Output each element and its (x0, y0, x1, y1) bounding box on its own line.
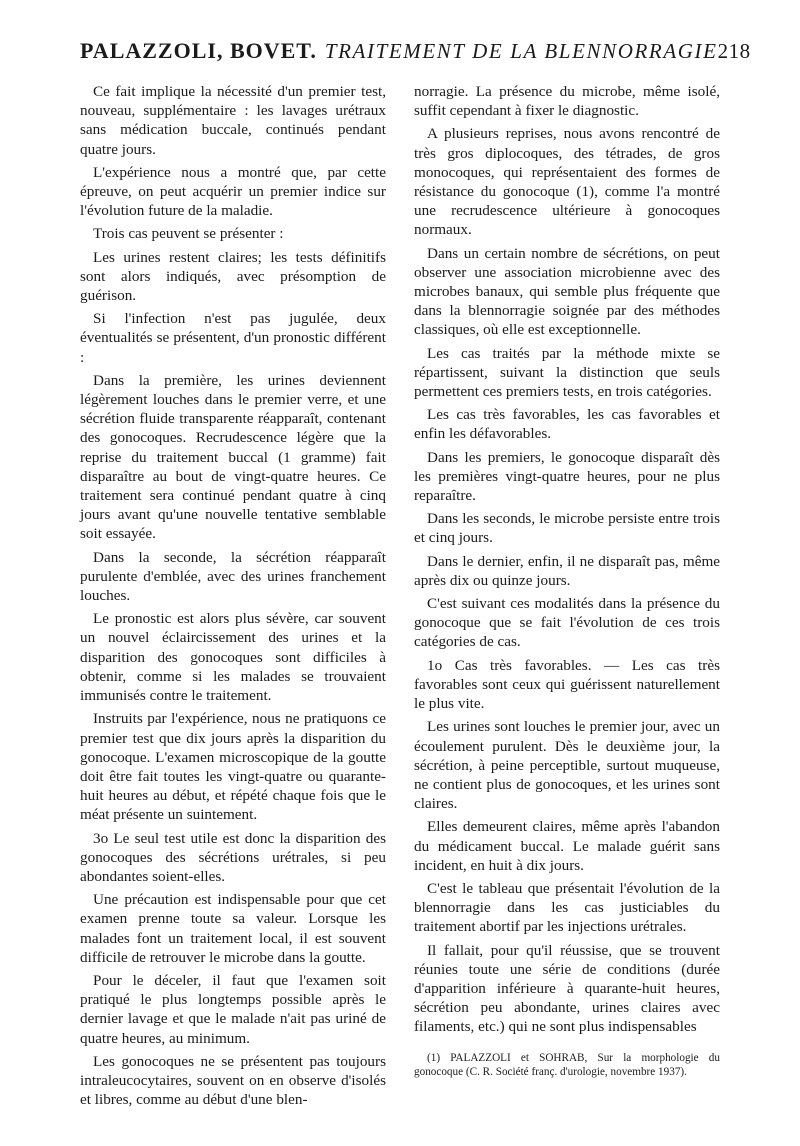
paragraph: A plusieurs reprises, nous avons rencontré de très gros diplocoques, des tétrades, de gros monocoques, qui représentaient des formes de résistance du gonocoque (1), comme l'a montré une recrudescence ultérieure à gonocoques normaux. (414, 125, 720, 239)
paragraph: Dans les seconds, le microbe persiste entre trois et cinq jours. (414, 510, 720, 547)
paragraph: Une précaution est indispensable pour que cet examen prenne toute sa valeur. Lorsque les malades font un traitement local, il est souvent difficile de retrouver le microbe dans la goutte. (80, 891, 386, 966)
paragraph: Pour le déceler, il faut que l'examen soit pratiqué le plus longtemps possible après le dernier lavage et que le malade n'ait pas uriné de quatre heures, au minimum. (80, 971, 386, 1047)
header-authors: PALAZZOLI, BOVET. (80, 38, 317, 63)
paragraph: Elles demeurent claires, même après l'abandon du médicament buccal. Le malade guérit sans incident, en huit à dix jours. (414, 818, 720, 874)
paragraph: L'expérience nous a montré que, par cette épreuve, on peut acquérir un premier indice sur l'évolution future de la maladie. (80, 163, 386, 220)
paragraph: Les cas très favorables, les cas favorables et enfin les défavorables. (414, 406, 720, 443)
right-column (414, 82, 720, 1079)
paragraph: 1o Cas très favorables. — Les cas très favorables sont ceux qui guérissent naturellement le plus vite. (414, 656, 720, 713)
paragraph: Il fallait, pour qu'il réussise, que se trouvent réunies toute une série de conditions (durée d'apparition inférieure à quarante-huit heures, sécrétion peu abondante, urines claires avec filaments, etc.) qui ne sont plus indispensables (414, 941, 720, 1036)
paragraph: Instruits par l'expérience, nous ne pratiquons ce premier test que dix jours après la disparition du gonocoque. L'examen microscopique de la goutte doit être fait toutes les vingt-quatre ou quarante-huit heures au début, et répété chaque fois que le méat présente un suintement. (80, 710, 386, 824)
running-header (80, 38, 751, 74)
paragraph: Dans le dernier, enfin, il ne disparaît pas, même après dix ou quinze jours. (414, 552, 720, 589)
paragraph: Le pronostic est alors plus sévère, car souvent un nouvel éclaircissement des urines et la disparition des gonocoques sont difficiles à obtenir, comme si les malades se trouvaient immunisés contre le traitement. (80, 610, 386, 705)
paragraph: Dans un certain nombre de sécrétions, on peut observer une association microbienne avec des microbes banaux, qui semble plus fréquente que dans la blennorragie soignée par des méthodes classiques, où elle est exceptionnelle. (414, 244, 720, 339)
header-title: TRAITEMENT DE LA BLENNORRAGIE (324, 39, 718, 63)
paragraph: Dans les premiers, le gonocoque disparaît dès les premières vingt-quatre heures, pour ne plus reparaître. (414, 448, 720, 505)
paragraph: 3o Le seul test utile est donc la disparition des gonocoques des sécrétions urétrales, si peu abondantes soient-elles. (80, 829, 386, 885)
paragraph: Dans la seconde, la sécrétion réapparaît purulente d'emblée, avec des urines franchement louches. (80, 548, 386, 605)
paragraph: Les urines sont louches le premier jour, avec un écoulement purulent. Dès le deuxième jour, la sécrétion, à peine perceptible, surtout muqueuse, ne contient plus de gonocoques, et les urines sont claires. (414, 718, 720, 813)
paragraph: C'est le tableau que présentait l'évolution de la blennorragie dans les cas justiciables du traitement abortif par les injections urétrales. (414, 879, 720, 936)
paragraph: Si l'infection n'est pas jugulée, deux éventualités se présentent, d'un pronostic différent : (80, 310, 386, 366)
page-number: 218 (717, 39, 751, 63)
paragraph: Les cas traités par la méthode mixte se répartissent, suivant la distinction que seuls permettent ces premiers tests, en trois catégories. (414, 344, 720, 401)
paragraph: Dans la première, les urines deviennent légèrement louches dans le premier verre, et une sécrétion fluide transparente réapparaît, contenant des gonocoques. Recrudescence légère que la reprise du traitement buccal (1 gramme) fait disparaître au bout de vingt-quatre heures. Ce traitement sera continué pendant quatre à cinq jours avant qu'une nouvelle tentative semblable soit essayée. (80, 371, 386, 543)
paragraph: Les urines restent claires; les tests définitifs sont alors indiqués, avec présomption de guérison. (80, 248, 386, 305)
left-column (80, 82, 386, 1113)
paragraph: norragie. La présence du microbe, même isolé, suffit cependant à fixer le diagnostic. (414, 83, 720, 120)
footnote: (1) PALAZZOLI et SOHRAB, Sur la morphologie du gonocoque (C. R. Société franç. d'urologie, novembre 1937). (414, 1051, 720, 1078)
paragraph: Ce fait implique la nécessité d'un premier test, nouveau, supplémentaire : les lavages urétraux sans médication buccale, continués pendant quatre jours. (80, 83, 386, 158)
paragraph: C'est suivant ces modalités dans la présence du gonocoque que se fait l'évolution de ces trois catégories de cas. (414, 595, 720, 651)
paragraph: Les gonocoques ne se présentent pas toujours intraleucocytaires, souvent on en observe d'isolés et libres, comme au début d'une blen- (80, 1052, 386, 1109)
paragraph: Trois cas peuvent se présenter : (93, 225, 284, 243)
